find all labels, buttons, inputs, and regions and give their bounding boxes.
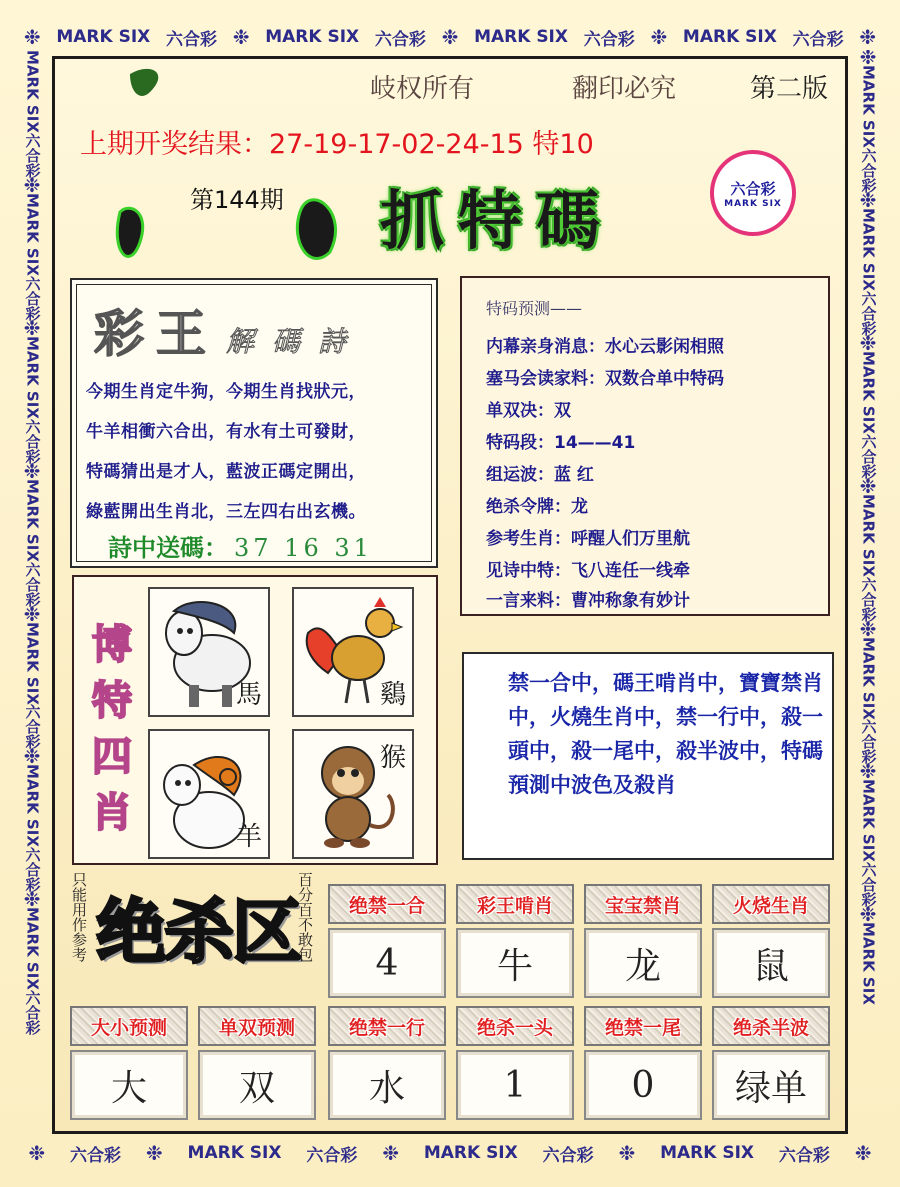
last-draw-result: 上期开奖结果：27-19-17-02-24-15 特10 — [80, 129, 594, 160]
poem-send-numbers: 37 16 31 — [234, 534, 373, 562]
border-brand-en: MARK SIX — [187, 1143, 282, 1163]
kill-cell-head: 绝禁一合 — [328, 884, 446, 924]
separator-icon: ❉ — [650, 25, 668, 49]
separator-icon: ❉ — [441, 25, 459, 49]
prediction-item: 一言来料：曹冲称象有妙计 — [486, 591, 690, 611]
kill-cell — [328, 1006, 446, 1120]
kill-cell — [712, 1006, 830, 1120]
zodiac-label: 馬 — [235, 680, 262, 710]
kill-cell-value: 绿单 — [712, 1050, 830, 1120]
kill-cell-head: 绝禁一行 — [328, 1006, 446, 1046]
kill-cell-head: 彩王啃肖 — [456, 884, 574, 924]
kill-cell-value: 水 — [328, 1050, 446, 1120]
border-brand-en: MARK SIX — [56, 27, 151, 47]
kill-cell-value: 4 — [328, 928, 446, 998]
border-brand-cn: 六合彩 — [542, 1145, 594, 1166]
zodiac-label: 鷄 — [379, 680, 406, 710]
prediction-heading: 特码预测—— — [486, 299, 583, 318]
separator-icon: ❉ — [23, 25, 41, 49]
mark-six-logo — [710, 150, 796, 236]
note-text: 禁一合中，碼王啃肖中，寶寶禁肖中，火燒生肖中，禁一行中，殺一頭中，殺一尾中，殺半波中，特碼預測中波色及殺肖 — [508, 670, 823, 797]
zodiac-card-goat — [148, 729, 270, 859]
kill-cell-head: 宝宝禁肖 — [584, 884, 702, 924]
logo-en: MARK SIX — [724, 198, 782, 209]
kill-cell — [584, 884, 702, 998]
kill-cell-value: 龙 — [584, 928, 702, 998]
note-panel — [462, 652, 834, 860]
kill-cell — [456, 884, 574, 998]
logo-cn: 六合彩 — [730, 179, 776, 198]
poem-line: 今期生肖定牛狗，今期生肖找狀元， — [86, 382, 366, 402]
border-bottom — [0, 1138, 900, 1168]
kill-cell-value: 0 — [584, 1050, 702, 1120]
border-right-text: ❉ MARK SIX 六合彩 ❉ MARK SIX 六合彩 ❉ MARK SIX 六合彩 ❉ MARK SIX 六合彩 ❉ MARK SIX 六合彩 ❉ MARK SIX 六合彩 ❉ MARK SIX — [859, 50, 878, 1006]
border-brand-en: MARK SIX — [682, 27, 777, 47]
kill-cell-value: 鼠 — [712, 928, 830, 998]
poem-title-sub: 解碼詩 — [226, 325, 365, 358]
kill-cell — [456, 1006, 574, 1120]
separator-icon: ❉ — [232, 25, 250, 49]
kill-cell — [712, 884, 830, 998]
kill-zone-right-note: 百分百不敢包 — [296, 872, 314, 962]
page-title: 抓特碼 — [380, 184, 614, 259]
poem-line: 牛羊相衝六合出，有水有土可發財， — [86, 422, 366, 442]
prediction-item: 塞马会读家料：双数合单中特码 — [486, 369, 724, 389]
kill-cell-head: 绝禁一尾 — [584, 1006, 702, 1046]
poem-panel — [70, 278, 438, 568]
kill-cell-head: 绝杀半波 — [712, 1006, 830, 1046]
kill-cell-head: 火烧生肖 — [712, 884, 830, 924]
kill-cell — [328, 884, 446, 998]
border-brand-cn: 六合彩 — [70, 1145, 122, 1166]
kill-cell-value: 牛 — [456, 928, 574, 998]
brush-decoration-icon — [110, 62, 350, 282]
kill-cell-head: 大小预测 — [70, 1006, 188, 1046]
edition-label: 第二版 — [750, 74, 829, 104]
poem-line: 特碼猜出是才人，藍波正碼定開出， — [86, 462, 366, 482]
zodiac-side-title: 博 特 四 肖 — [92, 621, 132, 836]
kill-cell-head: 绝杀一头 — [456, 1006, 574, 1046]
poem-line: 綠藍開出生肖北，三左四右出玄機。 — [86, 502, 366, 522]
kill-cell-value: 大 — [70, 1050, 188, 1120]
prediction-item: 绝杀令牌：龙 — [486, 497, 588, 517]
poem-lines — [86, 372, 426, 532]
prediction-item: 特码段：14——41 — [486, 433, 636, 453]
prediction-item: 组运波：蓝 红 — [486, 465, 594, 485]
rights-text: 岐权所有 — [370, 74, 475, 104]
border-top — [0, 22, 900, 52]
prediction-item: 内幕亲身消息：水心云影闲相照 — [486, 337, 724, 357]
separator-icon: ❉ — [145, 1141, 163, 1165]
kill-cell — [584, 1006, 702, 1120]
kill-cell — [198, 1006, 316, 1120]
border-brand-en: MARK SIX — [265, 27, 360, 47]
separator-icon: ❉ — [382, 1141, 399, 1165]
border-brand-cn: 六合彩 — [583, 29, 635, 50]
zodiac-card-monkey — [292, 729, 414, 859]
kill-cell — [70, 1006, 188, 1120]
zodiac-card-horse — [148, 587, 270, 717]
prediction-item: 单双决：双 — [486, 401, 571, 421]
border-brand-en: MARK SIX — [423, 1143, 518, 1163]
issue-number: 第144期 — [190, 186, 284, 214]
border-left-text: MARK SIX 六合彩 ❉ MARK SIX 六合彩 ❉ MARK SIX 六合彩 ❉ MARK SIX 六合彩 ❉ MARK SIX 六合彩 ❉ MARK SIX 六合彩 ❉ MARK SIX 六合彩 — [23, 50, 42, 1036]
poem-title — [94, 294, 365, 363]
prediction-panel — [460, 276, 830, 616]
border-brand-cn: 六合彩 — [306, 1145, 358, 1166]
zodiac-card-rooster — [292, 587, 414, 717]
prediction-item: 参考生肖：呼醒人们万里航 — [486, 529, 690, 549]
separator-icon: ❉ — [859, 25, 877, 49]
separator-icon: ❉ — [28, 1141, 46, 1165]
poem-send-label: 詩中送碼： — [108, 533, 228, 562]
border-brand-en: MARK SIX — [474, 27, 568, 47]
separator-icon: ❉ — [854, 1141, 872, 1165]
poem-send-codes — [108, 528, 373, 563]
border-left — [16, 50, 48, 1140]
zodiac-panel — [72, 575, 438, 865]
poem-title-main: 彩王 — [94, 304, 218, 363]
border-brand-cn: 六合彩 — [778, 1145, 830, 1166]
no-copy-text: 翻印必究 — [572, 74, 677, 104]
kill-cell-head: 单双预测 — [198, 1006, 316, 1046]
border-brand-cn: 六合彩 — [374, 29, 426, 50]
kill-cell-value: 1 — [456, 1050, 574, 1120]
kill-zone-left-note: 只能用作参考 — [70, 872, 88, 962]
border-brand-cn: 六合彩 — [792, 29, 844, 50]
zodiac-label: 猴 — [379, 743, 406, 773]
kill-cell-value: 双 — [198, 1050, 316, 1120]
border-right — [852, 50, 884, 1140]
prediction-item: 见诗中特：飞八连任一线牵 — [486, 561, 690, 581]
separator-icon: ❉ — [618, 1141, 636, 1165]
zodiac-label: 羊 — [235, 822, 262, 852]
border-brand-en: MARK SIX — [660, 1143, 755, 1163]
border-brand-cn: 六合彩 — [166, 29, 217, 50]
kill-zone-title: 绝杀区 — [96, 891, 300, 973]
